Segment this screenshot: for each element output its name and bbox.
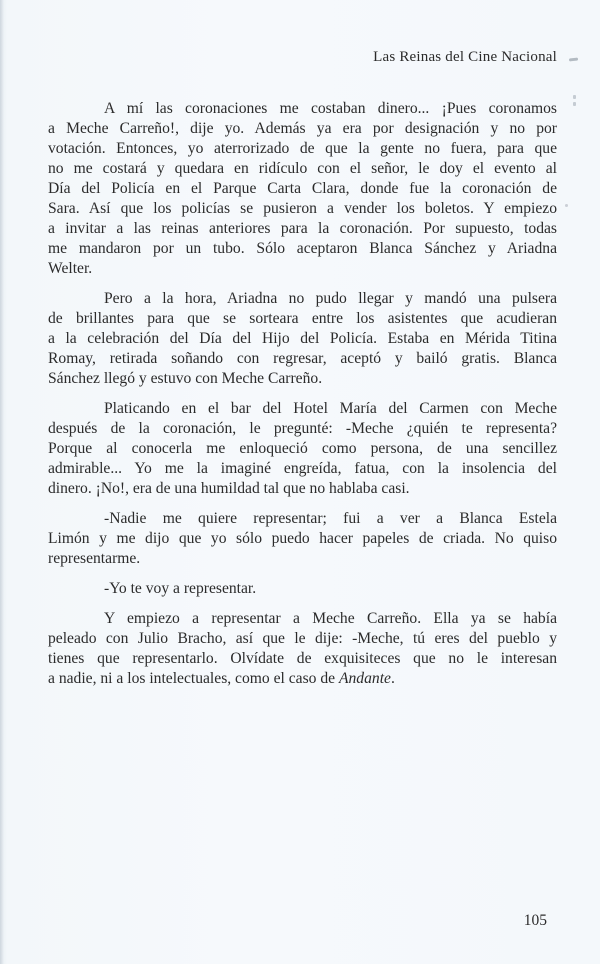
- page-edge-shadow: [0, 0, 4, 964]
- paragraph-4: [48, 509, 557, 569]
- text-line: representarme.: [48, 550, 141, 567]
- text-line: -Nadie me quiere representar; fui a ver a Blanca Estela: [104, 510, 557, 527]
- text-line: Y empiezo a representar a Meche Carreño. Ella ya se había: [104, 610, 557, 627]
- text-segment: a nadie, ni a los intelectuales, como el caso de: [48, 670, 339, 687]
- text-line: me mandaron por un tubo. Sólo aceptaron Blanca Sánchez y Ariadna: [48, 240, 557, 257]
- page-number: 105: [523, 912, 547, 929]
- text-line: Romay, retirada soñando con regresar, aceptó y bailó gratis. Blanca: [48, 350, 557, 367]
- text-line: después de la coronación, le pregunté: -Meche ¿quién te representa?: [48, 420, 557, 437]
- text-line: a la celebración del Día del Hijo del Policía. Estaba en Mérida Titina: [48, 330, 557, 347]
- text-line: no me costará y quedara en ridículo con el señor, le doy el evento al: [48, 160, 557, 177]
- text-line: Sánchez llegó y estuvo con Meche Carreño.: [48, 370, 323, 387]
- scan-artifact-speck: [573, 95, 576, 99]
- paragraph-5: [48, 579, 557, 599]
- text-segment: .: [390, 670, 395, 687]
- text-block: [48, 99, 557, 689]
- text-line: a invitar a las reinas anteriores para la coronación. Por supuesto, todas: [48, 220, 557, 237]
- scan-artifact-speck: [573, 102, 576, 106]
- text-line: votación. Entonces, yo aterrorizado de que la gente no fuera, para que: [48, 140, 557, 157]
- scan-artifact-dot: [565, 204, 568, 207]
- paragraph-1: [48, 99, 557, 279]
- text-line: de brillantes para que se sorteara entre los asistentes que acudieran: [48, 310, 557, 327]
- text-line: dinero. ¡No!, era de una humildad tal que no hablaba casi.: [48, 480, 410, 497]
- text-line: Sara. Así que los policías se pusieron a vender los boletos. Y empiezo: [48, 200, 557, 217]
- text-line: Día del Policía en el Parque Carta Clara, donde fue la coronación de: [48, 180, 557, 197]
- italic-book-title: Andante: [338, 670, 391, 687]
- running-header: Las Reinas del Cine Nacional: [373, 49, 557, 65]
- text-line: Limón y me dijo que yo sólo puedo hacer papeles de criada. No quiso: [48, 530, 557, 547]
- scan-artifact-dash: [569, 58, 578, 61]
- text-line: Porque al conocerla me enloqueció como persona, de una sencillez: [48, 440, 557, 457]
- text-line: peleado con Julio Bracho, así que le dije: -Meche, tú eres del pueblo y: [48, 630, 557, 647]
- paragraph-2: [48, 289, 557, 389]
- text-line: [48, 669, 557, 689]
- text-line: tienes que representarlo. Olvídate de exquisiteces que no le interesan: [48, 650, 557, 667]
- text-line: Pero a la hora, Ariadna no pudo llegar y mandó una pulsera: [104, 290, 557, 307]
- text-line: admirable... Yo me la imaginé engreída, fatua, con la insolencia del: [48, 460, 557, 477]
- paragraph-6: [48, 609, 557, 689]
- text-line: Platicando en el bar del Hotel María del Carmen con Meche: [104, 400, 557, 417]
- text-line: -Yo te voy a representar.: [104, 580, 257, 597]
- text-line: a Meche Carreño!, dije yo. Además ya era por designación y no por: [48, 120, 557, 137]
- paragraph-3: [48, 399, 557, 499]
- text-line: Welter.: [48, 260, 93, 277]
- text-line: A mí las coronaciones me costaban dinero... ¡Pues coronamos: [104, 100, 557, 117]
